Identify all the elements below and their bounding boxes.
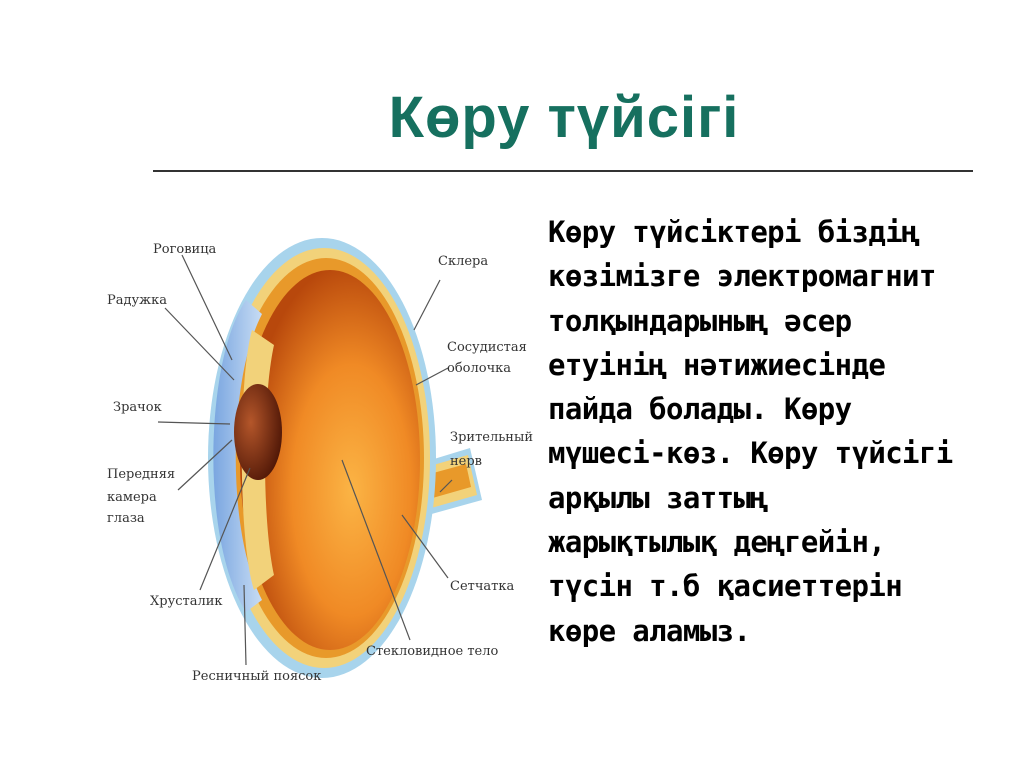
eye-anatomy-diagram	[90, 215, 540, 705]
label-sclera: Склера	[438, 254, 489, 269]
pointer-cornea	[182, 255, 232, 360]
label-retina: Сетчатка	[450, 579, 515, 594]
label-optic-nerve: Зрительный	[450, 430, 533, 445]
label-anterior-chamber: Передняя	[107, 467, 176, 482]
label-lens: Хрусталик	[150, 594, 223, 609]
text-line: етуінің нәтижиесінде	[548, 347, 886, 382]
lens	[234, 384, 282, 480]
text-line: арқылы заттың	[548, 480, 768, 515]
label-anterior-chamber: глаза	[107, 511, 145, 526]
text-line: Көру түйсіктері біздің	[548, 215, 919, 249]
pointer-sclera	[414, 280, 440, 330]
pointer-iris	[165, 308, 234, 380]
label-anterior-chamber: камера	[107, 490, 157, 505]
text-line: көре аламыз.	[548, 613, 751, 648]
text-line: түсін т.б қасиеттерін	[548, 569, 903, 604]
description-text	[548, 210, 1008, 653]
label-optic-nerve: нерв	[450, 454, 482, 469]
label-choroid: оболочка	[447, 361, 512, 376]
title-divider	[153, 170, 973, 172]
label-ciliary: Ресничный поясок	[192, 669, 322, 684]
text-line: жарықтылық деңгейін,	[548, 525, 886, 560]
text-line: мүшесі-көз. Көру түйсігі	[548, 436, 953, 471]
text-line: толқындарының әсер	[548, 303, 852, 338]
label-vitreous: Стекловидное тело	[366, 644, 499, 659]
label-cornea: Роговица	[153, 242, 217, 257]
label-iris: Радужка	[107, 293, 167, 308]
text-line: көзімізге электромагнит	[548, 259, 936, 294]
slide-title: Көру түйсігі	[388, 85, 740, 150]
text-line: пайда болады. Көру	[548, 392, 852, 427]
label-pupil: Зрачок	[113, 400, 162, 415]
label-choroid: Сосудистая	[447, 340, 527, 355]
